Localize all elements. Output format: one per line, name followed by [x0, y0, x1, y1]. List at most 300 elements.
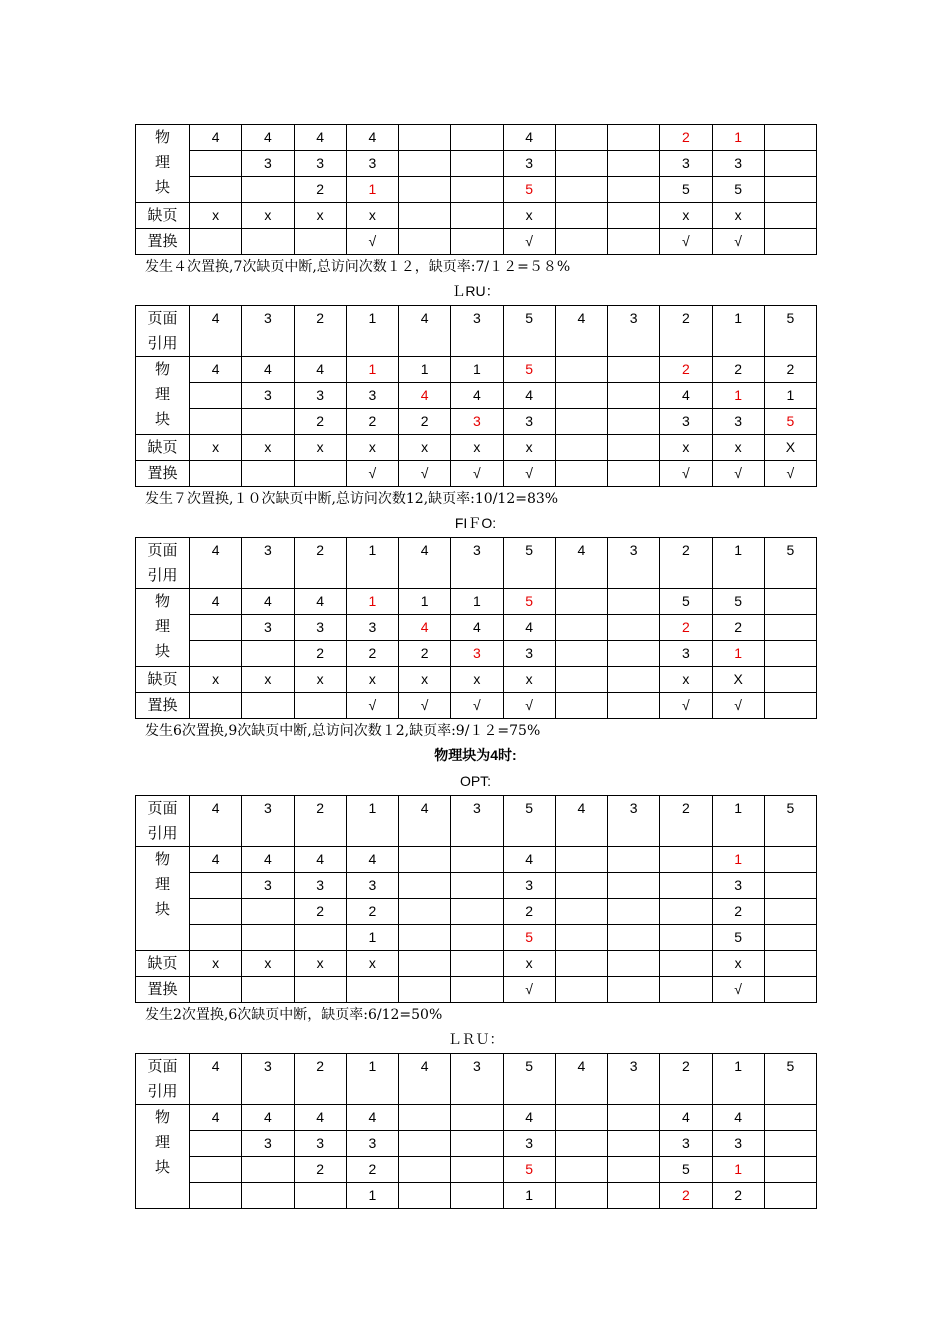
cell: [608, 1131, 660, 1157]
cell: [451, 899, 503, 925]
fault-row: [136, 951, 817, 977]
cell: 4: [346, 847, 398, 873]
cell: [555, 409, 607, 435]
ref-cell: 2: [660, 306, 712, 357]
cell: [555, 151, 607, 177]
cell: [608, 1183, 660, 1209]
frame-row: [136, 1183, 817, 1209]
opt3-table: [135, 124, 817, 255]
cell: 4: [712, 1105, 764, 1131]
cell: x: [242, 435, 294, 461]
cell: [608, 151, 660, 177]
cell: [451, 1131, 503, 1157]
cell: [451, 847, 503, 873]
cell: [190, 461, 242, 487]
opt4-summary: 发生2次置换,6次缺页中断，缺页率:6/12=50%: [145, 1007, 443, 1023]
cell: 2: [346, 899, 398, 925]
cell: [242, 977, 294, 1003]
ref-cell: 3: [608, 538, 660, 589]
frame-row: [136, 125, 817, 151]
cell: 5: [503, 1157, 555, 1183]
cell: 1: [451, 357, 503, 383]
cell: x: [346, 203, 398, 229]
cell: x: [660, 667, 712, 693]
ref-cell: 4: [399, 796, 451, 847]
cell: x: [294, 951, 346, 977]
ref-cell: 5: [503, 538, 555, 589]
cell: [346, 977, 398, 1003]
cell: [555, 125, 607, 151]
cell: [764, 925, 816, 951]
frame-label: 物 理 块: [136, 357, 190, 435]
cell: [451, 873, 503, 899]
cell: 5: [660, 589, 712, 615]
ref-cell: 4: [399, 538, 451, 589]
ref-cell: 1: [346, 538, 398, 589]
cell: [399, 177, 451, 203]
cell: 1: [712, 125, 764, 151]
cell: x: [190, 667, 242, 693]
cell: 3: [503, 151, 555, 177]
cell: x: [503, 203, 555, 229]
ref-cell: 5: [503, 796, 555, 847]
fault-row: [136, 667, 817, 693]
cell: x: [503, 435, 555, 461]
cell: 3: [346, 1131, 398, 1157]
cell: 2: [712, 615, 764, 641]
cell: 2: [346, 641, 398, 667]
cell: x: [242, 951, 294, 977]
ref-cell: 3: [608, 1054, 660, 1105]
cell: 2: [660, 1183, 712, 1209]
fault-row: [136, 435, 817, 461]
cell: 3: [503, 409, 555, 435]
cell: x: [294, 667, 346, 693]
lru4-table: [135, 1053, 817, 1209]
cell: x: [451, 435, 503, 461]
cell: 1: [712, 383, 764, 409]
cell: 4: [242, 1105, 294, 1131]
opt3-summary: 发生４次置换,7次缺页中断,总访问次数１２，缺页率:7/１２=５８%: [145, 259, 571, 275]
cell: [764, 667, 816, 693]
cell: [190, 1183, 242, 1209]
cell: [764, 1105, 816, 1131]
cell: [555, 435, 607, 461]
cell: [451, 151, 503, 177]
cell: [451, 229, 503, 255]
cell: 2: [660, 615, 712, 641]
ref-cell: 1: [712, 306, 764, 357]
cell: 2: [764, 357, 816, 383]
cell: [555, 925, 607, 951]
cell: [764, 615, 816, 641]
cell: x: [294, 435, 346, 461]
lru4-title: ＬＲＵ：: [447, 1031, 504, 1047]
cell: [190, 873, 242, 899]
blocks4-heading: 物理块为4时:: [434, 747, 517, 763]
cell: 3: [242, 873, 294, 899]
cell: 3: [660, 151, 712, 177]
cell: [555, 177, 607, 203]
ref-cell: 3: [242, 1054, 294, 1105]
cell: [242, 461, 294, 487]
cell: 3: [346, 151, 398, 177]
cell: [608, 383, 660, 409]
cell: [660, 977, 712, 1003]
cell: [764, 1131, 816, 1157]
cell: [764, 177, 816, 203]
cell: [764, 693, 816, 719]
row-label: 置换: [136, 693, 190, 719]
cell: [294, 1183, 346, 1209]
cell: [608, 641, 660, 667]
cell: 1: [346, 177, 398, 203]
ref-row: [136, 306, 817, 357]
cell: [608, 177, 660, 203]
cell: 3: [712, 409, 764, 435]
cell: [399, 203, 451, 229]
cell: [399, 151, 451, 177]
frame-row: [136, 1131, 817, 1157]
frame-row: [136, 899, 817, 925]
frame-row: [136, 641, 817, 667]
cell: [660, 951, 712, 977]
cell: 1: [712, 847, 764, 873]
cell: √: [503, 977, 555, 1003]
cell: 2: [346, 1157, 398, 1183]
cell: [242, 1183, 294, 1209]
row-label: 置换: [136, 977, 190, 1003]
cell: 5: [712, 177, 764, 203]
cell: [294, 977, 346, 1003]
cell: [242, 409, 294, 435]
frame-row: [136, 409, 817, 435]
ref-cell: 4: [190, 796, 242, 847]
ref-cell: 3: [242, 306, 294, 357]
cell: 5: [503, 357, 555, 383]
cell: 1: [451, 589, 503, 615]
fifo3-table: [135, 537, 817, 719]
ref-cell: 5: [503, 306, 555, 357]
cell: [555, 1105, 607, 1131]
cell: 4: [242, 357, 294, 383]
cell: 1: [712, 1157, 764, 1183]
cell: [660, 847, 712, 873]
cell: [608, 435, 660, 461]
cell: 4: [242, 589, 294, 615]
cell: 3: [712, 873, 764, 899]
cell: [294, 461, 346, 487]
ref-cell: 2: [294, 796, 346, 847]
cell: [764, 203, 816, 229]
cell: 4: [660, 383, 712, 409]
cell: [190, 977, 242, 1003]
cell: 2: [712, 1183, 764, 1209]
cell: x: [294, 203, 346, 229]
ref-cell: 3: [451, 306, 503, 357]
cell: 1: [503, 1183, 555, 1209]
cell: x: [660, 435, 712, 461]
ref-cell: 4: [399, 306, 451, 357]
cell: [764, 641, 816, 667]
replace-row: [136, 461, 817, 487]
cell: 3: [503, 641, 555, 667]
cell: [451, 1183, 503, 1209]
cell: [608, 1157, 660, 1183]
cell: [608, 409, 660, 435]
cell: 3: [712, 1131, 764, 1157]
cell: [608, 229, 660, 255]
cell: [764, 229, 816, 255]
cell: √: [660, 229, 712, 255]
cell: [451, 1105, 503, 1131]
cell: [399, 847, 451, 873]
ref-cell: 2: [294, 538, 346, 589]
frame-row: [136, 177, 817, 203]
cell: x: [712, 203, 764, 229]
cell: 4: [503, 615, 555, 641]
ref-cell: 1: [346, 306, 398, 357]
cell: x: [346, 667, 398, 693]
cell: [242, 641, 294, 667]
cell: 4: [190, 125, 242, 151]
cell: 3: [451, 641, 503, 667]
ref-label: 页面 引用: [136, 1054, 190, 1105]
ref-cell: 1: [712, 1054, 764, 1105]
cell: [399, 229, 451, 255]
lru3-title: ＬRU：: [451, 283, 500, 299]
cell: 4: [242, 125, 294, 151]
frame-row: [136, 873, 817, 899]
ref-row: [136, 1054, 817, 1105]
cell: [608, 357, 660, 383]
cell: √: [503, 229, 555, 255]
fifo3-title: FIＦO:: [454, 515, 497, 531]
cell: 2: [294, 1157, 346, 1183]
cell: [660, 925, 712, 951]
cell: 1: [346, 357, 398, 383]
ref-cell: 3: [451, 538, 503, 589]
cell: [764, 125, 816, 151]
ref-cell: 4: [190, 538, 242, 589]
ref-cell: 5: [764, 306, 816, 357]
cell: √: [712, 229, 764, 255]
cell: [190, 1131, 242, 1157]
document-body: [135, 124, 816, 1209]
cell: √: [712, 461, 764, 487]
cell: 4: [503, 383, 555, 409]
cell: 3: [503, 873, 555, 899]
cell: √: [712, 977, 764, 1003]
ref-label: 页面 引用: [136, 306, 190, 357]
cell: [608, 977, 660, 1003]
cell: 1: [399, 357, 451, 383]
cell: 2: [712, 899, 764, 925]
cell: [764, 151, 816, 177]
cell: 1: [346, 589, 398, 615]
ref-cell: 4: [555, 306, 607, 357]
cell: 2: [660, 125, 712, 151]
cell: [555, 977, 607, 1003]
cell: √: [660, 693, 712, 719]
cell: [764, 589, 816, 615]
cell: 2: [346, 409, 398, 435]
frame-label: 物 理 块: [136, 847, 190, 951]
cell: 1: [346, 1183, 398, 1209]
cell: [608, 125, 660, 151]
cell: [294, 925, 346, 951]
cell: 3: [712, 151, 764, 177]
cell: 4: [503, 847, 555, 873]
cell: [190, 229, 242, 255]
cell: [399, 925, 451, 951]
cell: [555, 667, 607, 693]
cell: 2: [399, 409, 451, 435]
cell: [608, 589, 660, 615]
cell: [190, 409, 242, 435]
cell: [399, 1105, 451, 1131]
cell: [242, 925, 294, 951]
cell: 2: [294, 177, 346, 203]
cell: x: [503, 951, 555, 977]
cell: 4: [190, 1105, 242, 1131]
cell: [555, 1157, 607, 1183]
cell: 4: [294, 1105, 346, 1131]
cell: 1: [399, 589, 451, 615]
cell: [555, 873, 607, 899]
cell: x: [399, 435, 451, 461]
cell: 3: [242, 151, 294, 177]
lru3-summary: 发生７次置换,１０次缺页中断,总访问次数12,缺页率:10/12=83%: [145, 491, 559, 507]
cell: 5: [660, 177, 712, 203]
cell: x: [503, 667, 555, 693]
cell: [399, 977, 451, 1003]
frame-label: 物 理 块: [136, 589, 190, 667]
cell: x: [242, 667, 294, 693]
cell: [399, 1131, 451, 1157]
cell: [608, 461, 660, 487]
fifo3-summary: 发生6次置换,9次缺页中断,总访问次数１2,缺页率:9/１２=75%: [145, 723, 541, 739]
row-label: 缺页: [136, 667, 190, 693]
cell: 4: [294, 847, 346, 873]
cell: [399, 125, 451, 151]
cell: [608, 693, 660, 719]
cell: √: [346, 461, 398, 487]
fault-row: [136, 203, 817, 229]
cell: 3: [294, 1131, 346, 1157]
cell: 5: [712, 925, 764, 951]
cell: [555, 229, 607, 255]
cell: [190, 151, 242, 177]
cell: [608, 667, 660, 693]
ref-cell: 5: [764, 796, 816, 847]
ref-cell: 2: [294, 306, 346, 357]
ref-cell: 2: [660, 796, 712, 847]
cell: [451, 951, 503, 977]
cell: 2: [503, 899, 555, 925]
cell: 2: [294, 409, 346, 435]
cell: [451, 177, 503, 203]
cell: [399, 1157, 451, 1183]
ref-cell: 3: [608, 796, 660, 847]
cell: 3: [294, 873, 346, 899]
cell: 5: [503, 589, 555, 615]
cell: [555, 357, 607, 383]
cell: [764, 847, 816, 873]
cell: [451, 977, 503, 1003]
cell: [555, 383, 607, 409]
cell: [451, 925, 503, 951]
cell: 3: [660, 641, 712, 667]
cell: √: [503, 461, 555, 487]
ref-cell: 1: [346, 1054, 398, 1105]
frame-row: [136, 151, 817, 177]
replace-row: [136, 693, 817, 719]
row-label: 置换: [136, 461, 190, 487]
cell: [764, 977, 816, 1003]
cell: x: [242, 203, 294, 229]
cell: 2: [294, 899, 346, 925]
cell: [764, 873, 816, 899]
ref-cell: 2: [660, 538, 712, 589]
ref-cell: 4: [190, 306, 242, 357]
cell: 4: [294, 589, 346, 615]
cell: x: [190, 951, 242, 977]
ref-cell: 1: [346, 796, 398, 847]
ref-cell: 3: [451, 1054, 503, 1105]
cell: [451, 1157, 503, 1183]
cell: x: [451, 667, 503, 693]
cell: 2: [294, 641, 346, 667]
ref-cell: 1: [712, 796, 764, 847]
cell: [608, 615, 660, 641]
ref-cell: 3: [242, 796, 294, 847]
cell: 4: [346, 1105, 398, 1131]
cell: [764, 1183, 816, 1209]
cell: 3: [294, 615, 346, 641]
cell: 4: [346, 125, 398, 151]
cell: [242, 899, 294, 925]
cell: X: [764, 435, 816, 461]
frame-row: [136, 925, 817, 951]
cell: 3: [242, 1131, 294, 1157]
frame-label: 物 理 块: [136, 125, 190, 203]
cell: 3: [242, 615, 294, 641]
ref-cell: 3: [242, 538, 294, 589]
cell: 4: [190, 357, 242, 383]
cell: 3: [294, 151, 346, 177]
cell: √: [399, 693, 451, 719]
cell: [764, 899, 816, 925]
replace-row: [136, 977, 817, 1003]
cell: √: [399, 461, 451, 487]
cell: √: [451, 461, 503, 487]
cell: √: [503, 693, 555, 719]
frame-row: [136, 1157, 817, 1183]
cell: [399, 899, 451, 925]
ref-cell: 5: [503, 1054, 555, 1105]
cell: [190, 1157, 242, 1183]
cell: 3: [346, 873, 398, 899]
opt4-table: [135, 795, 817, 1003]
cell: [608, 899, 660, 925]
frame-row: [136, 847, 817, 873]
cell: √: [764, 461, 816, 487]
cell: X: [712, 667, 764, 693]
ref-row: [136, 796, 817, 847]
cell: [608, 203, 660, 229]
cell: [608, 925, 660, 951]
